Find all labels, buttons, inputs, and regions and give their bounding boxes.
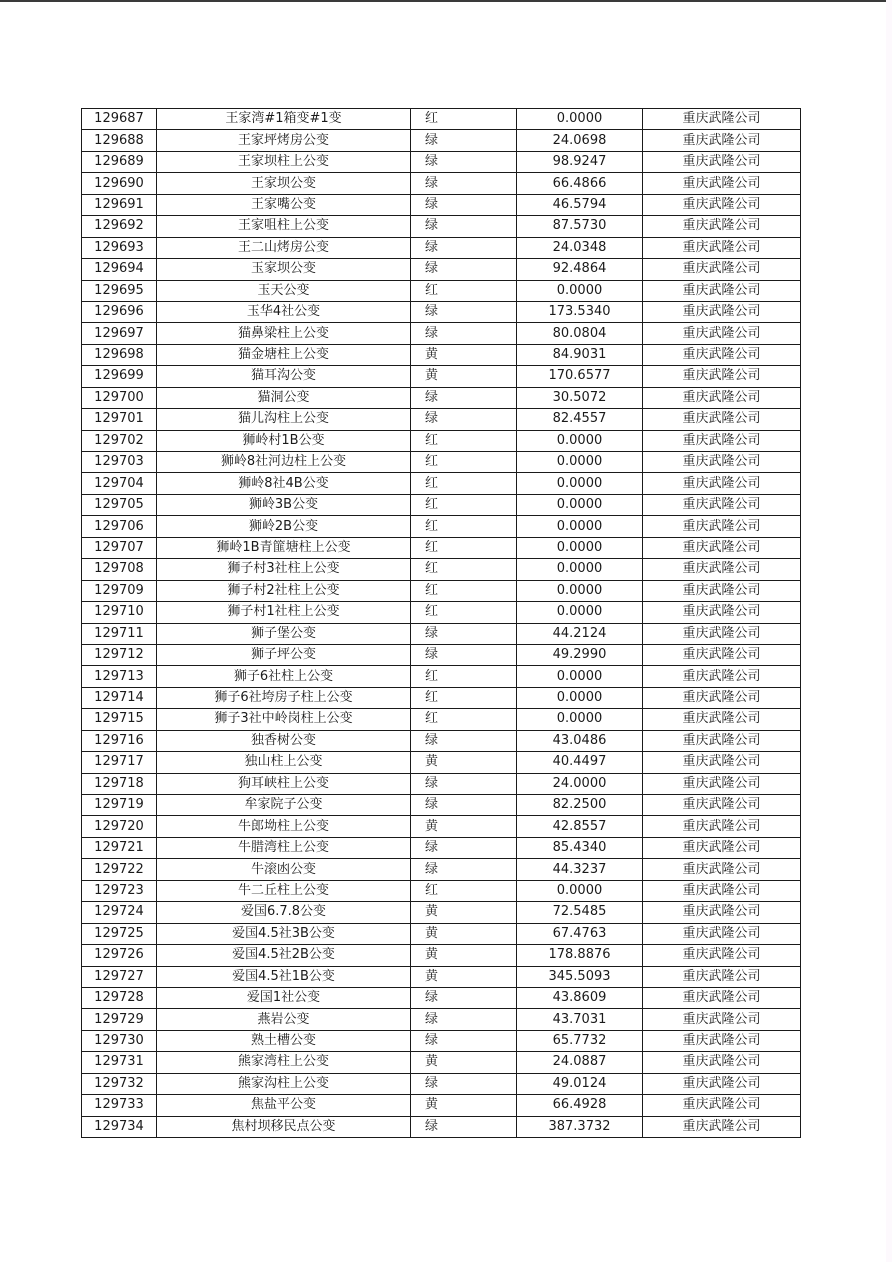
cell-company: 重庆武隆公司 <box>643 473 801 494</box>
cell-company: 重庆武隆公司 <box>643 580 801 601</box>
cell-status: 绿 <box>411 173 517 194</box>
table-row <box>82 623 801 644</box>
cell-company: 重庆武隆公司 <box>643 387 801 408</box>
cell-name: 王家坝柱上公变 <box>157 151 411 172</box>
cell-company: 重庆武隆公司 <box>643 773 801 794</box>
cell-company: 重庆武隆公司 <box>643 837 801 858</box>
table-row <box>82 387 801 408</box>
cell-value: 44.2124 <box>517 623 643 644</box>
table-row <box>82 752 801 773</box>
cell-value: 173.5340 <box>517 301 643 322</box>
cell-value: 0.0000 <box>517 580 643 601</box>
cell-status: 绿 <box>411 730 517 751</box>
cell-company: 重庆武隆公司 <box>643 559 801 580</box>
cell-id: 129717 <box>82 752 157 773</box>
cell-company: 重庆武隆公司 <box>643 644 801 665</box>
cell-value: 0.0000 <box>517 559 643 580</box>
cell-status: 绿 <box>411 409 517 430</box>
cell-id: 129702 <box>82 430 157 451</box>
cell-company: 重庆武隆公司 <box>643 516 801 537</box>
cell-status: 黄 <box>411 752 517 773</box>
cell-company: 重庆武隆公司 <box>643 173 801 194</box>
cell-status: 黄 <box>411 966 517 987</box>
cell-name: 王家湾#1箱变#1变 <box>157 109 411 130</box>
cell-value: 80.0804 <box>517 323 643 344</box>
cell-value: 82.4557 <box>517 409 643 430</box>
cell-company: 重庆武隆公司 <box>643 259 801 280</box>
cell-id: 129701 <box>82 409 157 430</box>
cell-id: 129733 <box>82 1095 157 1116</box>
cell-company: 重庆武隆公司 <box>643 344 801 365</box>
cell-name: 玉天公变 <box>157 280 411 301</box>
cell-id: 129695 <box>82 280 157 301</box>
cell-name: 狮子堡公变 <box>157 623 411 644</box>
cell-id: 129705 <box>82 494 157 515</box>
cell-id: 129692 <box>82 216 157 237</box>
cell-name: 狮岭8社河边柱上公变 <box>157 452 411 473</box>
cell-company: 重庆武隆公司 <box>643 301 801 322</box>
cell-status: 绿 <box>411 795 517 816</box>
cell-status: 红 <box>411 516 517 537</box>
table-row <box>82 130 801 151</box>
cell-name: 爱国6.7.8公变 <box>157 902 411 923</box>
cell-value: 40.4497 <box>517 752 643 773</box>
cell-id: 129693 <box>82 237 157 258</box>
cell-company: 重庆武隆公司 <box>643 923 801 944</box>
cell-company: 重庆武隆公司 <box>643 366 801 387</box>
cell-id: 129694 <box>82 259 157 280</box>
cell-value: 72.5485 <box>517 902 643 923</box>
cell-name: 狮子村2社柱上公变 <box>157 580 411 601</box>
cell-status: 黄 <box>411 1095 517 1116</box>
cell-company: 重庆武隆公司 <box>643 945 801 966</box>
cell-id: 129709 <box>82 580 157 601</box>
cell-company: 重庆武隆公司 <box>643 1009 801 1030</box>
table-row <box>82 430 801 451</box>
cell-name: 猫金塘柱上公变 <box>157 344 411 365</box>
table-row <box>82 816 801 837</box>
cell-id: 129721 <box>82 837 157 858</box>
cell-name: 牛郎坳柱上公变 <box>157 816 411 837</box>
cell-company: 重庆武隆公司 <box>643 130 801 151</box>
cell-id: 129697 <box>82 323 157 344</box>
cell-name: 熊家湾柱上公变 <box>157 1052 411 1073</box>
page-right-edge <box>886 0 892 1262</box>
table-row <box>82 795 801 816</box>
cell-name: 独山柱上公变 <box>157 752 411 773</box>
cell-value: 66.4866 <box>517 173 643 194</box>
cell-status: 红 <box>411 687 517 708</box>
cell-name: 爱国4.5社1B公变 <box>157 966 411 987</box>
cell-company: 重庆武隆公司 <box>643 666 801 687</box>
cell-company: 重庆武隆公司 <box>643 280 801 301</box>
cell-status: 绿 <box>411 237 517 258</box>
cell-company: 重庆武隆公司 <box>643 194 801 215</box>
cell-name: 爱国4.5社3B公变 <box>157 923 411 944</box>
cell-company: 重庆武隆公司 <box>643 966 801 987</box>
cell-name: 熊家沟柱上公变 <box>157 1073 411 1094</box>
table-row <box>82 730 801 751</box>
table-row <box>82 1052 801 1073</box>
cell-id: 129731 <box>82 1052 157 1073</box>
cell-value: 0.0000 <box>517 687 643 708</box>
cell-company: 重庆武隆公司 <box>643 323 801 344</box>
table-row <box>82 452 801 473</box>
cell-name: 牛二丘柱上公变 <box>157 880 411 901</box>
cell-value: 0.0000 <box>517 430 643 451</box>
cell-name: 牟家院子公变 <box>157 795 411 816</box>
cell-id: 129706 <box>82 516 157 537</box>
cell-value: 0.0000 <box>517 537 643 558</box>
cell-value: 24.0698 <box>517 130 643 151</box>
cell-name: 猫鼻梁柱上公变 <box>157 323 411 344</box>
cell-status: 黄 <box>411 902 517 923</box>
cell-company: 重庆武隆公司 <box>643 1073 801 1094</box>
cell-status: 红 <box>411 709 517 730</box>
page-top-border <box>0 0 892 2</box>
cell-id: 129700 <box>82 387 157 408</box>
cell-id: 129724 <box>82 902 157 923</box>
cell-id: 129704 <box>82 473 157 494</box>
cell-status: 红 <box>411 666 517 687</box>
cell-value: 0.0000 <box>517 666 643 687</box>
cell-name: 焦盐平公变 <box>157 1095 411 1116</box>
cell-id: 129714 <box>82 687 157 708</box>
cell-name: 狮岭1B青篚塘柱上公变 <box>157 537 411 558</box>
cell-id: 129699 <box>82 366 157 387</box>
cell-value: 43.0486 <box>517 730 643 751</box>
table-row <box>82 194 801 215</box>
cell-status: 黄 <box>411 923 517 944</box>
cell-id: 129696 <box>82 301 157 322</box>
cell-name: 玉家坝公变 <box>157 259 411 280</box>
cell-company: 重庆武隆公司 <box>643 494 801 515</box>
cell-name: 猫儿沟柱上公变 <box>157 409 411 430</box>
cell-name: 猫洞公变 <box>157 387 411 408</box>
cell-company: 重庆武隆公司 <box>643 109 801 130</box>
cell-name: 独香树公变 <box>157 730 411 751</box>
cell-company: 重庆武隆公司 <box>643 623 801 644</box>
cell-name: 王家坝公变 <box>157 173 411 194</box>
cell-id: 129710 <box>82 602 157 623</box>
table-row <box>82 173 801 194</box>
table-row <box>82 1073 801 1094</box>
cell-company: 重庆武隆公司 <box>643 537 801 558</box>
cell-name: 狮岭2B公变 <box>157 516 411 537</box>
cell-status: 绿 <box>411 1009 517 1030</box>
table-row <box>82 537 801 558</box>
cell-name: 燕岩公变 <box>157 1009 411 1030</box>
cell-name: 焦村坝移民点公变 <box>157 1116 411 1137</box>
cell-id: 129711 <box>82 623 157 644</box>
cell-name: 狮子6社柱上公变 <box>157 666 411 687</box>
cell-value: 85.4340 <box>517 837 643 858</box>
cell-company: 重庆武隆公司 <box>643 752 801 773</box>
cell-id: 129689 <box>82 151 157 172</box>
cell-value: 30.5072 <box>517 387 643 408</box>
table-row <box>82 602 801 623</box>
cell-id: 129723 <box>82 880 157 901</box>
cell-status: 红 <box>411 537 517 558</box>
cell-name: 爱国1社公变 <box>157 987 411 1008</box>
cell-value: 0.0000 <box>517 452 643 473</box>
cell-value: 0.0000 <box>517 109 643 130</box>
cell-name: 王家嘴公变 <box>157 194 411 215</box>
transformer-status-table <box>81 108 801 1138</box>
cell-id: 129725 <box>82 923 157 944</box>
cell-status: 绿 <box>411 387 517 408</box>
cell-company: 重庆武隆公司 <box>643 795 801 816</box>
table-row <box>82 516 801 537</box>
table-row <box>82 323 801 344</box>
cell-id: 129729 <box>82 1009 157 1030</box>
cell-id: 129716 <box>82 730 157 751</box>
cell-name: 牛滚凼公变 <box>157 859 411 880</box>
table-row <box>82 966 801 987</box>
cell-company: 重庆武隆公司 <box>643 1116 801 1137</box>
cell-status: 红 <box>411 109 517 130</box>
cell-company: 重庆武隆公司 <box>643 1095 801 1116</box>
table-row <box>82 902 801 923</box>
cell-id: 129726 <box>82 945 157 966</box>
cell-id: 129690 <box>82 173 157 194</box>
cell-id: 129727 <box>82 966 157 987</box>
table-row <box>82 923 801 944</box>
cell-name: 狗耳峡柱上公变 <box>157 773 411 794</box>
table-row <box>82 580 801 601</box>
table-row <box>82 109 801 130</box>
cell-status: 绿 <box>411 1030 517 1051</box>
table-row <box>82 280 801 301</box>
cell-company: 重庆武隆公司 <box>643 687 801 708</box>
cell-status: 黄 <box>411 1052 517 1073</box>
cell-value: 387.3732 <box>517 1116 643 1137</box>
cell-status: 红 <box>411 280 517 301</box>
cell-value: 0.0000 <box>517 473 643 494</box>
cell-id: 129728 <box>82 987 157 1008</box>
cell-status: 绿 <box>411 259 517 280</box>
cell-name: 猫耳沟公变 <box>157 366 411 387</box>
table-row <box>82 859 801 880</box>
cell-id: 129715 <box>82 709 157 730</box>
cell-company: 重庆武隆公司 <box>643 151 801 172</box>
table-row <box>82 837 801 858</box>
cell-company: 重庆武隆公司 <box>643 902 801 923</box>
cell-status: 绿 <box>411 130 517 151</box>
cell-status: 绿 <box>411 1073 517 1094</box>
cell-id: 129698 <box>82 344 157 365</box>
cell-value: 82.2500 <box>517 795 643 816</box>
cell-id: 129707 <box>82 537 157 558</box>
cell-status: 绿 <box>411 837 517 858</box>
cell-value: 24.0000 <box>517 773 643 794</box>
cell-value: 49.2990 <box>517 644 643 665</box>
cell-id: 129708 <box>82 559 157 580</box>
cell-name: 王家坪烤房公变 <box>157 130 411 151</box>
table-row <box>82 987 801 1008</box>
cell-value: 87.5730 <box>517 216 643 237</box>
cell-name: 狮岭村1B公变 <box>157 430 411 451</box>
cell-company: 重庆武隆公司 <box>643 237 801 258</box>
table-row <box>82 151 801 172</box>
table-row <box>82 644 801 665</box>
cell-id: 129691 <box>82 194 157 215</box>
cell-company: 重庆武隆公司 <box>643 1030 801 1051</box>
table-row <box>82 945 801 966</box>
cell-value: 46.5794 <box>517 194 643 215</box>
cell-status: 黄 <box>411 366 517 387</box>
cell-id: 129712 <box>82 644 157 665</box>
cell-value: 67.4763 <box>517 923 643 944</box>
cell-company: 重庆武隆公司 <box>643 987 801 1008</box>
cell-name: 狮岭8社4B公变 <box>157 473 411 494</box>
table-row <box>82 559 801 580</box>
cell-value: 43.7031 <box>517 1009 643 1030</box>
cell-status: 红 <box>411 580 517 601</box>
table-row <box>82 1095 801 1116</box>
cell-value: 84.9031 <box>517 344 643 365</box>
cell-name: 王家咀柱上公变 <box>157 216 411 237</box>
cell-value: 42.8557 <box>517 816 643 837</box>
table-row <box>82 366 801 387</box>
cell-value: 345.5093 <box>517 966 643 987</box>
table-row <box>82 344 801 365</box>
cell-name: 狮子坪公变 <box>157 644 411 665</box>
cell-company: 重庆武隆公司 <box>643 430 801 451</box>
cell-name: 狮子6社垮房子柱上公变 <box>157 687 411 708</box>
cell-status: 绿 <box>411 773 517 794</box>
cell-name: 玉华4社公变 <box>157 301 411 322</box>
cell-status: 绿 <box>411 323 517 344</box>
cell-name: 狮子3社中岭岗柱上公变 <box>157 709 411 730</box>
table-row <box>82 666 801 687</box>
cell-value: 98.9247 <box>517 151 643 172</box>
cell-status: 绿 <box>411 1116 517 1137</box>
cell-status: 红 <box>411 602 517 623</box>
cell-name: 爱国4.5社2B公变 <box>157 945 411 966</box>
cell-company: 重庆武隆公司 <box>643 730 801 751</box>
cell-company: 重庆武隆公司 <box>643 216 801 237</box>
cell-status: 绿 <box>411 987 517 1008</box>
cell-company: 重庆武隆公司 <box>643 452 801 473</box>
cell-name: 狮子村3社柱上公变 <box>157 559 411 580</box>
cell-name: 牛腊湾柱上公变 <box>157 837 411 858</box>
cell-id: 129720 <box>82 816 157 837</box>
cell-value: 178.8876 <box>517 945 643 966</box>
cell-name: 熟土槽公变 <box>157 1030 411 1051</box>
cell-value: 66.4928 <box>517 1095 643 1116</box>
cell-status: 绿 <box>411 623 517 644</box>
cell-id: 129732 <box>82 1073 157 1094</box>
cell-status: 黄 <box>411 945 517 966</box>
cell-value: 0.0000 <box>517 516 643 537</box>
table-row <box>82 259 801 280</box>
cell-id: 129730 <box>82 1030 157 1051</box>
cell-value: 0.0000 <box>517 494 643 515</box>
cell-name: 狮岭3B公变 <box>157 494 411 515</box>
table-row <box>82 237 801 258</box>
cell-company: 重庆武隆公司 <box>643 1052 801 1073</box>
cell-status: 绿 <box>411 216 517 237</box>
cell-value: 24.0348 <box>517 237 643 258</box>
table-row <box>82 880 801 901</box>
cell-status: 绿 <box>411 859 517 880</box>
table-row <box>82 216 801 237</box>
cell-status: 绿 <box>411 644 517 665</box>
cell-company: 重庆武隆公司 <box>643 859 801 880</box>
cell-status: 红 <box>411 430 517 451</box>
table-row <box>82 1009 801 1030</box>
cell-status: 绿 <box>411 151 517 172</box>
cell-status: 红 <box>411 880 517 901</box>
cell-value: 0.0000 <box>517 602 643 623</box>
cell-company: 重庆武隆公司 <box>643 602 801 623</box>
cell-status: 红 <box>411 452 517 473</box>
cell-status: 红 <box>411 559 517 580</box>
table-row <box>82 301 801 322</box>
table-row <box>82 1030 801 1051</box>
cell-company: 重庆武隆公司 <box>643 880 801 901</box>
cell-value: 0.0000 <box>517 880 643 901</box>
cell-id: 129713 <box>82 666 157 687</box>
cell-name: 王二山烤房公变 <box>157 237 411 258</box>
cell-name: 狮子村1社柱上公变 <box>157 602 411 623</box>
table-body <box>82 109 801 1138</box>
table-row <box>82 709 801 730</box>
cell-status: 红 <box>411 473 517 494</box>
cell-company: 重庆武隆公司 <box>643 709 801 730</box>
cell-status: 绿 <box>411 194 517 215</box>
cell-status: 红 <box>411 494 517 515</box>
table-row <box>82 773 801 794</box>
cell-value: 49.0124 <box>517 1073 643 1094</box>
cell-id: 129687 <box>82 109 157 130</box>
table-row <box>82 494 801 515</box>
cell-value: 0.0000 <box>517 280 643 301</box>
table-row <box>82 687 801 708</box>
cell-id: 129722 <box>82 859 157 880</box>
cell-id: 129718 <box>82 773 157 794</box>
cell-value: 44.3237 <box>517 859 643 880</box>
cell-value: 92.4864 <box>517 259 643 280</box>
cell-value: 65.7732 <box>517 1030 643 1051</box>
cell-value: 0.0000 <box>517 709 643 730</box>
table-row <box>82 473 801 494</box>
cell-value: 24.0887 <box>517 1052 643 1073</box>
cell-value: 43.8609 <box>517 987 643 1008</box>
cell-id: 129703 <box>82 452 157 473</box>
cell-id: 129734 <box>82 1116 157 1137</box>
cell-id: 129719 <box>82 795 157 816</box>
cell-company: 重庆武隆公司 <box>643 409 801 430</box>
cell-id: 129688 <box>82 130 157 151</box>
cell-status: 黄 <box>411 816 517 837</box>
cell-company: 重庆武隆公司 <box>643 816 801 837</box>
cell-status: 黄 <box>411 344 517 365</box>
table-row <box>82 409 801 430</box>
cell-status: 绿 <box>411 301 517 322</box>
cell-value: 170.6577 <box>517 366 643 387</box>
table-row <box>82 1116 801 1137</box>
